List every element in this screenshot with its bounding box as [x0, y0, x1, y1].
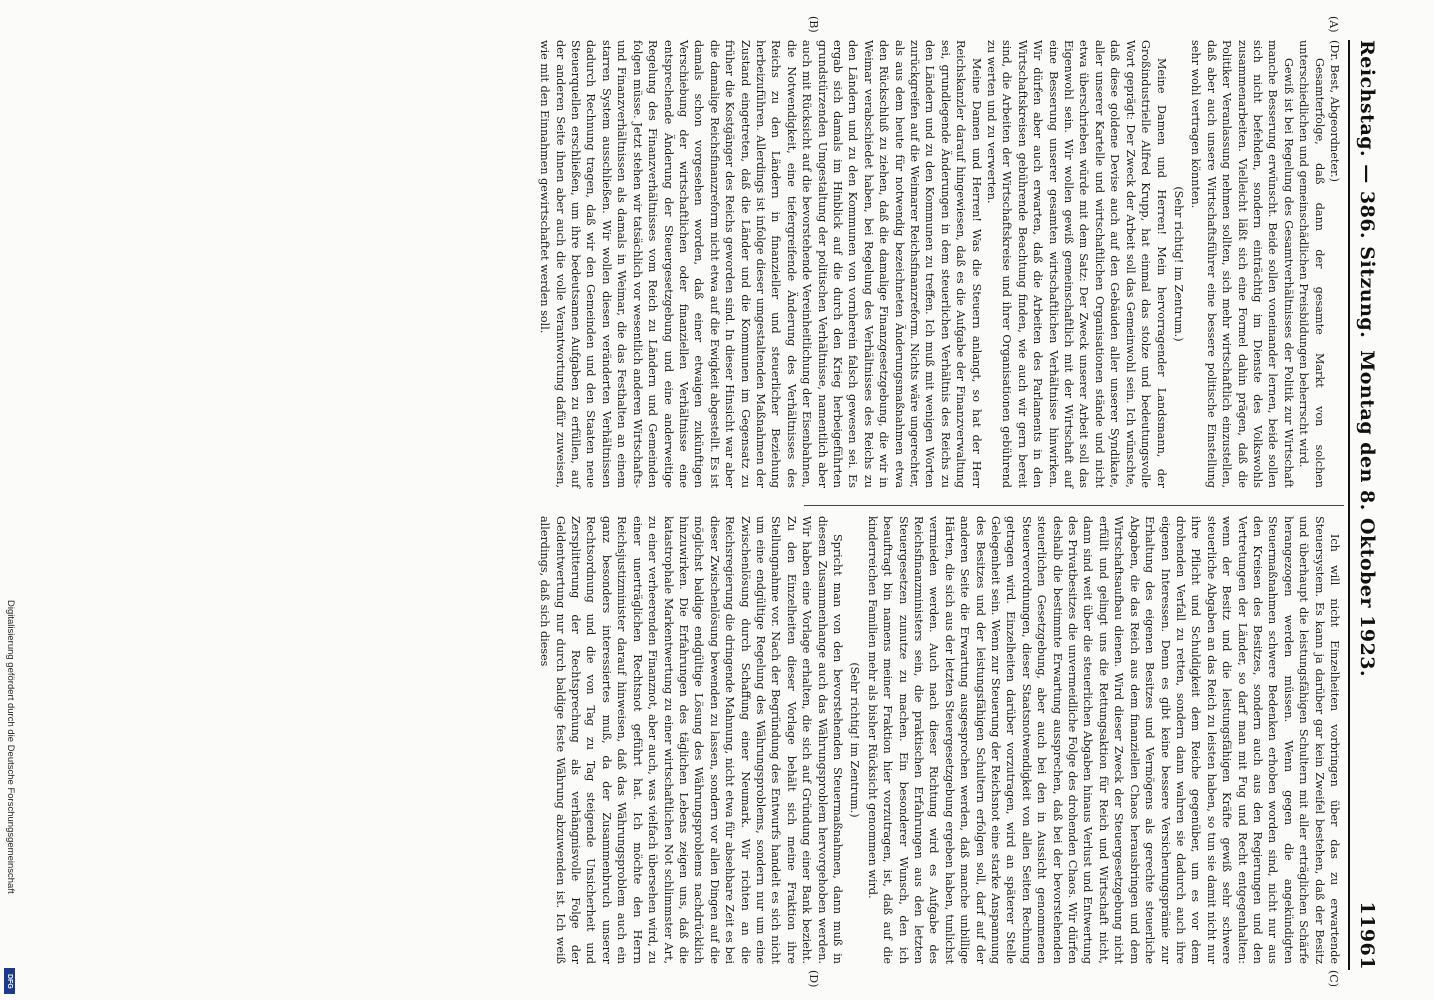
page-number: 11961: [1356, 901, 1378, 970]
left-column-paragraph: Meine Damen und Herren! Mein hervorragender Landsmann, der Großindustrielle Alfred Krupp, hat einmal das stolze und bedeutungsvolle Wort geprägt: Der Zweck der Arbeit soll das Gemeinwohl sein. Ich wünschte, daß diese goldene Devise auch auf den Gebäuden aller unserer Syndikate, aller unserer Kartelle und wirtschaftlichen Organisationen stände und nicht etwa überschrieben würde mit dem Satz: Der Zweck unserer Arbeit soll das Eigenwohl sein. Wir wollen gewiß gemeinschaftlich mit der Wirtschaft auf eine Besserung unserer gesamten wirtschaftlichen Verhältnisse hinwirken. Wir dürfen aber auch erwarten, daß die Arbeiten des Parlaments in den Wirtschaftskreisen gebührende Beachtung finden, wie auch wir gern bereit sind, die Arbeiten der Wirtschaftskreise und ihrer Organisationen gebührend zu werten und zu verwerten.: [985, 40, 1168, 488]
credit-text: Digitalisierung gefördert durch die Deutsche Forschungsgemeinschaft: [5, 600, 16, 894]
header-left: Reichstag. — 386. Sitzung.: [1356, 40, 1378, 339]
margin-mark-d: (D): [807, 970, 820, 988]
margin-mark-b: (B): [807, 16, 820, 33]
left-column-speaker: (Dr. Best, Abgeordneter.): [1328, 40, 1341, 183]
digitization-credit: [4, 600, 16, 990]
right-column-interjection: (Sehr richtig! im Zentrum.): [848, 662, 862, 818]
left-column-paragraph: Meine Damen und Herren! Was die Steuern anlangt, so hat der Herr Reichskanzler darauf hingewiesen, daß es die Aufgabe der Finanzverwaltung sei, grundlegende Änderungen in dem steuerlichen Verhältnis des Reichs zu den Ländern und zu den Kommunen zu treffen. Ich muß mit wenigen Worten zurückgreifen auf die Weimarer Reichsfinanzreform. Nichts wäre ungerechter, als aus dem heute für notwendig bezeichneten Änderungsmaßnahmen etwa den Rückschluß zu ziehen, daß die damalige Finanzgesetzgebung, die wir in Weimar verabschiedet haben, bei Regelung des Verhältnisses des Reichs zu den Ländern und zu den Kommunen von vornherein falsch gewesen sei. Es ergab sich damals im Hinblick auf die durch den Krieg herbeigeführten grundstürzenden Umgestaltung der politischen Verhältnisse, namentlich aber auch mit Rücksicht auf die bevorstehende Vereinheitlichung der Eisenbahnen, die Notwendigkeit, eine tiefergreifende Änderung des Verhältnisses des Reichs zu den Ländern in finanzieller und steuerlicher Beziehung herbeizuführen. Allerdings ist infolge dieser umgestaltenden Maßnahmen der Zustand eingetreten, daß die Länder und die Kommunen im Gegensatz zu früher die Kostgänger des Reichs geworden sind. In dieser Hinsicht war aber die damalige Reichsfinanzreform nicht etwa auf die Ewigkeit abgestellt. Es ist damals schon vorgesehen worden, daß einer etwaigen zukünftigen Verschiebung der wirtschaftlichen oder finanziellen Verhältnisse eine entsprechende Änderung der Steuergesetzgebung und eine anderweitige Regelung des Finanzverhältnisses vom Reich zu Ländern und Gemeinden folgen müsse. Jetzt stehen wir tatsächlich vor wesentlich anderen Wirtschafts- und Finanzverhältnissen als damals in Weimar, die das Festhalten an einem starren System ausschließen. Wir wollen diesen veränderten Verhältnissen dadurch Rechnung tragen, daß wir den Gemeinden und den Staaten neue Steuerquellen erschließen, um ihre bedeutsamen Aufgaben zu erfüllen, auf der anderen Seite ihnen aber auch die volle Verantwortung dafür zuweisen, wie mit den Einnahmen gewirtschaftet werden soll.: [538, 40, 983, 488]
right-column-paragraph: Ich will nicht Einzelheiten vorbringen über das zu erwartende Steuersystem. Es kann ja darüber gar kein Zweifel bestehen, daß der Besitz und überhaupt die leistungsfähigen Schultern mit aller erträglichen Schärfe herangezogen werden müssen. Wenn gegen die angekündigten Steuermaßnahmen schwere Bedenken erhoben worden sind, nicht nur aus den Kreisen des Besitzes, sondern auch aus den Regierungen und den Vertretungen der Länder, so darf man mit Fug und Recht entgegenhalten: wenn der Besitz und die leistungsfähigen Kräfte gewiß sehr schwere steuerliche Abgaben an das Reich zu leisten haben, so tun sie damit nicht nur ihre Pflicht und Schuldigkeit dem Reiche gegenüber, um es vor dem drohenden Verfall zu retten, sondern dann wahren sie dadurch auch ihre eigenen Interessen. Denn es gibt keine bessere Versicherungsprämie zur Erhaltung des eigenen Besitzes und Vermögens als gerechte steuerliche Abgaben, die das Reich aus dem finanziellen Chaos herausbringen und dem Wirtschaftsaufbau dienen. Wird dieser Zweck der Steuergesetzgebung nicht erfüllt und gelingt uns die Rettungsaktion für Reich und Wirtschaft nicht, dann sind weit über die steuerlichen Abgaben hinaus Verlust und Entwertung des Privatbesitzes die unvermeidliche Folge des drohenden Chaos. Wir dürfen deshalb die bestimmte Erwartung aussprechen, daß bei der bevorstehenden steuerlichen Gesetzgebung, aber auch bei den in Aussicht genommenen Steuerverordnungen, dieser Staatsnotwendigkeit von allen Seiten Rechnung getragen wird. Einzelheiten darüber vorzutragen, wird an späterer Stelle Gelegenheit sein. Wenn zur Steuerung der Reichsnot eine starke Anspannung des Besitzes und der leistungsfähigen Schultern erfolgen soll, darf auf der anderen Seite die Erwartung ausgesprochen werden, daß manche unbillige Härten, die sich aus der letzten Steuergesetzgebung ergeben haben, tunlichst vermieden werden. Auch nach dieser Richtung wird es Aufgabe des Reichsfinanzministers sein, die praktischen Erfahrungen aus den letzten Steuergesetzen zunutze zu machen. Ein besonderer Wunsch, den ich beauftragt bin namens meiner Fraktion hier vorzutragen, ist, daß auf die kinderreichen Familien mehr als bisher Rücksicht genommen wird.: [865, 516, 1341, 964]
left-column-paragraph: Gesamterfolge, daß dann der gesamte Markt von solchen unterschiedlichen und gemeinschädlichen Preisbildungen beherrscht wird.: [1297, 40, 1326, 488]
left-column: [537, 40, 1342, 488]
dfg-logo-text: DFG: [6, 974, 13, 989]
rotated-newspaper-page: [80, 16, 1380, 988]
header-rule: [1348, 40, 1350, 970]
page-header: [1352, 40, 1380, 970]
left-column-paragraph: Gewiß ist bei Regelung des Gesamtverhältnisses der Politik zur Wirtschaft manche Besserung erwünscht. Beide sollen voneinander lernen, beide sollen sich nicht befehden, sondern einträchtig im Dienste des Volkswohls zusammenarbeiten. Vielleicht läßt sich eine Formel dahin prägen, daß die Politiker Veranlassung nehmen sollten, sich mehr wirtschaftlich einzustellen, daß aber auch unsere Wirtschaftsführer eine bessere politische Einstellung sehr wohl vertragen könnten.: [1189, 40, 1295, 488]
column-separator: [804, 505, 1344, 506]
header-date: Montag den 8. Oktober 1923.: [1356, 350, 1378, 678]
header-right: [1356, 350, 1378, 970]
left-column-interjection: (Sehr richtig! im Zentrum.): [1171, 186, 1185, 342]
margin-mark-a: (A): [1327, 16, 1340, 33]
dfg-logo: [4, 968, 15, 994]
margin-mark-c: (C): [1327, 970, 1340, 987]
right-column: [537, 516, 1342, 964]
right-column-paragraph: Spricht man von den bevorstehenden Steuermaßnahmen, dann muß in diesem Zusammenhange auch das Währungsproblem hervorgehoben werden. Wir haben eine Vorlage erhalten, die sich auf Gründung einer Bank bezieht. Zu den Einzelheiten dieser Vorlage behält sich meine Fraktion ihre Stellungnahme vor. Nach der Begründung des Entwurfs handelt es sich nicht um eine endgültige Regelung des Währungsproblems, sondern nur um eine Zwischenlösung durch Schaffung einer Neumark. Wir richten an die Reichsregierung die dringende Mahnung, nicht etwa für absehbare Zeit es bei dieser Zwischenlösung bewenden zu lassen, sondern vor allen Dingen auf die möglichst baldige endgültige Lösung des Währungsproblems nachdrücklich hinzuwirken. Die Erfahrungen des täglichen Lebens zeigen uns, daß die katastrophale Markentwertung zu einer wirtschaftlichen Not schlimmster Art, zu einer verheerenden Finanznot, aber auch, was vielfach übersehen wird, zu einer unerträglichen Rechtsnot geführt hat. Ich möchte den Herrn Reichsjustizminister darauf hinweisen, daß das Währungsproblem auch ein ganz besonders interessiertes muß, da der Zusammenbruch unserer Rechtsordnung und die von Tag zu Tag steigende Unsicherheit und Zersplitterung der Rechtsprechung als verhängnisvolle Folge der Geldentwertung nur durch baldige feste Währung abzuwenden ist. Ich weiß allerdings, daß sich dieses: [538, 516, 844, 964]
